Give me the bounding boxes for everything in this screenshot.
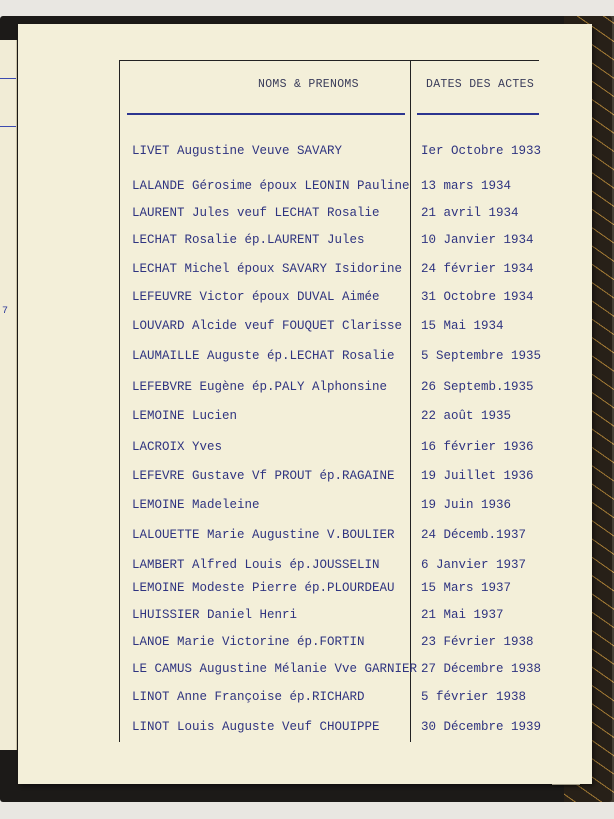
entry-date: 22 août 1935 [421,409,512,423]
entry-date: 15 Mai 1934 [421,319,504,333]
table-row [0,440,614,460]
table-row [0,290,614,310]
table-row [0,144,614,164]
entry-date: Ier Octobre 1933 [421,144,542,158]
entry-date: 15 Mars 1937 [421,581,512,595]
entry-name: LEFEBVRE Eugène ép.PALY Alphonsine [132,380,388,394]
names-header-underline [127,113,405,115]
entry-date: 13 mars 1934 [421,179,512,193]
left-page-mark: 7 [2,306,9,317]
table-row [0,380,614,400]
entry-name: LAMBERT Alfred Louis ép.JOUSSELIN [132,558,380,572]
entry-name: LHUISSIER Daniel Henri [132,608,298,622]
entry-date: 27 Décembre 1938 [421,662,542,676]
table-top-rule [119,60,539,61]
entry-date: 6 Janvier 1937 [421,558,527,572]
entry-name: LIVET Augustine Veuve SAVARY [132,144,343,158]
entry-name: LAUMAILLE Auguste ép.LECHAT Rosalie [132,349,395,363]
entry-name: LEFEUVRE Victor époux DUVAL Aimée [132,290,380,304]
table-row [0,690,614,710]
entry-name: LE CAMUS Augustine Mélanie Vve GARNIER [132,662,418,676]
entry-date: 19 Juillet 1936 [421,469,534,483]
entry-name: LAURENT Jules veuf LECHAT Rosalie [132,206,380,220]
entry-date: 21 avril 1934 [421,206,519,220]
entry-date: 23 Février 1938 [421,635,534,649]
entry-name: LINOT Anne Françoise ép.RICHARD [132,690,365,704]
entry-date: 10 Janvier 1934 [421,233,534,247]
entry-name: LALOUETTE Marie Augustine V.BOULIER [132,528,395,542]
entry-name: LECHAT Rosalie ép.LAURENT Jules [132,233,365,247]
table-row [0,206,614,226]
left-page-rule [0,78,16,79]
entry-date: 26 Septemb.1935 [421,380,534,394]
entry-date: 5 février 1938 [421,690,527,704]
table-row [0,581,614,601]
table-row [0,179,614,199]
table-row [0,262,614,282]
table-row [0,528,614,548]
entry-date: 19 Juin 1936 [421,498,512,512]
entry-name: LEFEVRE Gustave Vf PROUT ép.RAGAINE [132,469,395,483]
dates-header-underline [417,113,539,115]
table-row [0,349,614,369]
table-row [0,498,614,518]
entry-date: 30 Décembre 1939 [421,720,542,734]
dates-column-header: DATES DES ACTES [426,78,535,91]
entry-name: LEMOINE Modeste Pierre ép.PLOURDEAU [132,581,395,595]
table-row [0,608,614,628]
table-row [0,720,614,740]
table-row [0,319,614,339]
entry-name: LALANDE Gérosime époux LEONIN Pauline [132,179,410,193]
table-row [0,469,614,489]
entry-name: LACROIX Yves [132,440,223,454]
table-row [0,233,614,253]
entry-date: 5 Septembre 1935 [421,349,542,363]
entry-name: LEMOINE Madeleine [132,498,260,512]
table-row [0,558,614,578]
entry-date: 16 février 1936 [421,440,534,454]
entry-date: 31 Octobre 1934 [421,290,534,304]
entry-name: LECHAT Michel époux SAVARY Isidorine [132,262,403,276]
names-column-header: NOMS & PRENOMS [258,78,359,91]
entry-date: 21 Mai 1937 [421,608,504,622]
entry-date: 24 février 1934 [421,262,534,276]
table-row [0,409,614,429]
table-row [0,662,614,682]
entry-name: LEMOINE Lucien [132,409,238,423]
table-row [0,635,614,655]
entry-name: LINOT Louis Auguste Veuf CHOUIPPE [132,720,380,734]
entry-date: 24 Décemb.1937 [421,528,527,542]
entry-name: LOUVARD Alcide veuf FOUQUET Clarisse [132,319,403,333]
entry-name: LANOE Marie Victorine ép.FORTIN [132,635,365,649]
left-page-rule [0,126,16,127]
